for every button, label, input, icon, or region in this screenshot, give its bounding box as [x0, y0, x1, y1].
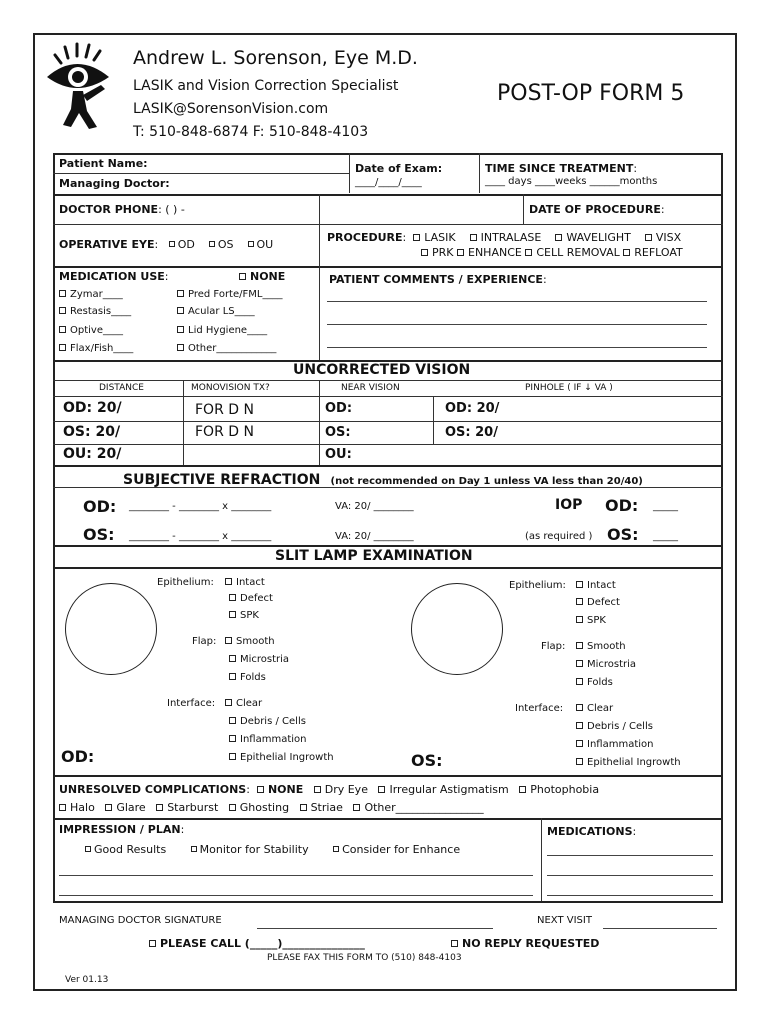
medication-item-optive[interactable]: Optive____ — [59, 325, 123, 336]
doctor-phone-field[interactable]: DOCTOR PHONE: ( ) - — [59, 203, 185, 216]
please-call-checkbox[interactable]: PLEASE CALL (_____)_______________ — [149, 937, 365, 950]
uncorrected-ou-distance[interactable]: OU: 20/ — [63, 446, 122, 462]
impression-line-2[interactable] — [59, 895, 533, 896]
slit-lamp-title: SLIT LAMP EXAMINATION — [275, 548, 473, 564]
pinhole-os[interactable]: OS: 20/ — [445, 425, 498, 440]
od-flap-smooth[interactable]: Smooth — [225, 636, 275, 647]
pinhole-od[interactable]: OD: 20/ — [445, 401, 500, 416]
od-interface-debris[interactable]: Debris / Cells — [229, 716, 306, 727]
os-epithelium-spk[interactable]: SPK — [576, 615, 606, 626]
refraction-od-label: OD: — [83, 497, 117, 516]
form-title: POST-OP FORM 5 — [497, 81, 685, 106]
procedure-row-2[interactable]: PRK ENHANCE CELL REMOVAL REFLOAT — [421, 246, 683, 259]
comment-line-3[interactable] — [327, 347, 707, 348]
col-distance-header: DISTANCE — [99, 383, 144, 393]
uncorrected-os-distance[interactable]: OS: 20/ — [63, 424, 121, 440]
monovision-od[interactable]: FOR D N — [195, 402, 254, 418]
slit-lamp-od-label: OD: — [61, 747, 95, 766]
os-interface-ingrowth[interactable]: Epithelial Ingrowth — [576, 757, 681, 768]
doctor-specialty: LASIK and Vision Correction Specialist — [133, 78, 399, 94]
near-vision-os[interactable]: OS: — [325, 425, 351, 440]
managing-doctor-label[interactable]: Managing Doctor: — [59, 177, 170, 190]
os-epithelium-label: Epithelium: — [509, 580, 566, 591]
no-reply-checkbox[interactable]: NO REPLY REQUESTED — [451, 937, 599, 950]
col-monovision-header: MONOVISION TX? — [191, 383, 270, 393]
near-vision-od[interactable]: OD: — [325, 401, 353, 416]
os-flap-label: Flap: — [541, 641, 566, 652]
subjective-refraction-title: SUBJECTIVE REFRACTION (not recommended on Day 1 unless VA less than 20/40) — [123, 472, 643, 488]
os-epithelium-intact[interactable]: Intact — [576, 580, 616, 591]
form-version: Ver 01.13 — [65, 975, 109, 985]
complications-row-1[interactable]: UNRESOLVED COMPLICATIONS: NONE Dry Eye Irregular Astigmatism Photophobia — [59, 783, 600, 796]
impression-line-1[interactable] — [59, 875, 533, 876]
refraction-od-field[interactable]: ________ - ________ x ________ — [129, 501, 272, 512]
od-epithelium-defect[interactable]: Defect — [229, 593, 273, 604]
os-epithelium-defect[interactable]: Defect — [576, 597, 620, 608]
doctor-email: LASIK@SorensonVision.com — [133, 101, 329, 117]
iop-os-label: OS: — [607, 525, 639, 544]
date-of-procedure-label[interactable]: DATE OF PROCEDURE: — [529, 203, 665, 216]
patient-name-label[interactable]: Patient Name: — [59, 157, 148, 170]
os-interface-inflammation[interactable]: Inflammation — [576, 739, 653, 750]
medication-none-checkbox[interactable]: NONE — [239, 270, 285, 283]
doctor-phones: T: 510-848-6874 F: 510-848-4103 — [133, 124, 369, 140]
medications-line-1[interactable] — [547, 855, 713, 856]
near-vision-ou[interactable]: OU: — [325, 447, 352, 462]
od-epithelium-label: Epithelium: — [157, 577, 214, 588]
date-of-exam-label: Date of Exam: — [355, 162, 443, 175]
col-near-vision-header: NEAR VISION — [341, 383, 400, 393]
medication-use-label: MEDICATION USE: — [59, 270, 169, 283]
od-eye-diagram[interactable] — [65, 583, 157, 675]
medications-line-2[interactable] — [547, 875, 713, 876]
os-interface-debris[interactable]: Debris / Cells — [576, 721, 653, 732]
medication-item-restasis[interactable]: Restasis____ — [59, 306, 131, 317]
iop-as-required: (as required ) — [525, 531, 593, 542]
iop-od-label: OD: — [605, 496, 639, 515]
medication-item-lid-hygiene[interactable]: Lid Hygiene____ — [177, 325, 267, 336]
time-since-treatment-field[interactable]: ____ days ____weeks ______months — [485, 176, 658, 187]
medications-line-3[interactable] — [547, 895, 713, 896]
od-flap-label: Flap: — [192, 636, 217, 647]
next-visit-label: NEXT VISIT — [537, 915, 592, 926]
od-flap-microstria[interactable]: Microstria — [229, 654, 289, 665]
os-flap-smooth[interactable]: Smooth — [576, 641, 626, 652]
eye-logo-icon — [43, 41, 123, 131]
post-op-form — [33, 33, 737, 991]
managing-doctor-signature-label: MANAGING DOCTOR SIGNATURE — [59, 915, 222, 926]
slit-lamp-os-label: OS: — [411, 751, 443, 770]
impression-options[interactable]: Good Results Monitor for Stability Consider for Enhance — [85, 843, 460, 856]
refraction-od-va[interactable]: VA: 20/ ________ — [335, 501, 414, 512]
impression-plan-label: IMPRESSION / PLAN: — [59, 823, 185, 836]
os-eye-diagram[interactable] — [411, 583, 503, 675]
od-interface-inflammation[interactable]: Inflammation — [229, 734, 306, 745]
iop-os-field[interactable]: _____ — [653, 531, 678, 542]
next-visit-line[interactable] — [603, 928, 717, 929]
fax-note: PLEASE FAX THIS FORM TO (510) 848-4103 — [267, 953, 462, 963]
od-interface-label: Interface: — [167, 698, 216, 709]
os-interface-clear[interactable]: Clear — [576, 703, 613, 714]
od-interface-ingrowth[interactable]: Epithelial Ingrowth — [229, 752, 334, 763]
od-interface-clear[interactable]: Clear — [225, 698, 262, 709]
iop-od-field[interactable]: _____ — [653, 501, 678, 512]
os-interface-label: Interface: — [515, 703, 564, 714]
patient-comments-label: PATIENT COMMENTS / EXPERIENCE: — [329, 273, 547, 286]
od-epithelium-intact[interactable]: Intact — [225, 577, 265, 588]
medication-item-flax-fish[interactable]: Flax/Fish____ — [59, 343, 133, 354]
date-of-exam-field[interactable]: ____/____/____ — [355, 177, 422, 188]
medication-item-acular[interactable]: Acular LS____ — [177, 306, 255, 317]
iop-label: IOP — [555, 497, 583, 513]
signature-line[interactable] — [257, 928, 493, 929]
od-epithelium-spk[interactable]: SPK — [229, 610, 259, 621]
col-pinhole-header: PINHOLE ( IF ↓ VA ) — [525, 383, 613, 393]
monovision-os[interactable]: FOR D N — [195, 424, 254, 440]
medications-label: MEDICATIONS: — [547, 825, 637, 838]
refraction-os-field[interactable]: ________ - ________ x ________ — [129, 531, 272, 542]
refraction-os-va[interactable]: VA: 20/ ________ — [335, 531, 414, 542]
complications-row-2[interactable]: Halo Glare Starburst Ghosting Striae Other________________ — [59, 801, 484, 814]
medication-item-zymar[interactable]: Zymar____ — [59, 289, 123, 300]
uncorrected-od-distance[interactable]: OD: 20/ — [63, 400, 122, 416]
medication-item-pred-forte[interactable]: Pred Forte/FML____ — [177, 289, 282, 300]
od-flap-folds[interactable]: Folds — [229, 672, 266, 683]
comment-line-2[interactable] — [327, 324, 707, 325]
time-since-treatment-label: TIME SINCE TREATMENT: — [485, 162, 638, 175]
refraction-os-label: OS: — [83, 525, 115, 544]
uncorrected-vision-title: UNCORRECTED VISION — [293, 362, 471, 378]
os-flap-microstria[interactable]: Microstria — [576, 659, 636, 670]
doctor-name: Andrew L. Sorenson, Eye M.D. — [133, 47, 418, 69]
procedure-row-1[interactable]: PROCEDURE: LASIK INTRALASE WAVELIGHT VISX — [327, 231, 682, 244]
os-flap-folds[interactable]: Folds — [576, 677, 613, 688]
comment-line-1[interactable] — [327, 301, 707, 302]
medication-item-other[interactable]: Other____________ — [177, 343, 276, 354]
operative-eye-field[interactable]: OPERATIVE EYE: OD OS OU — [59, 238, 274, 251]
